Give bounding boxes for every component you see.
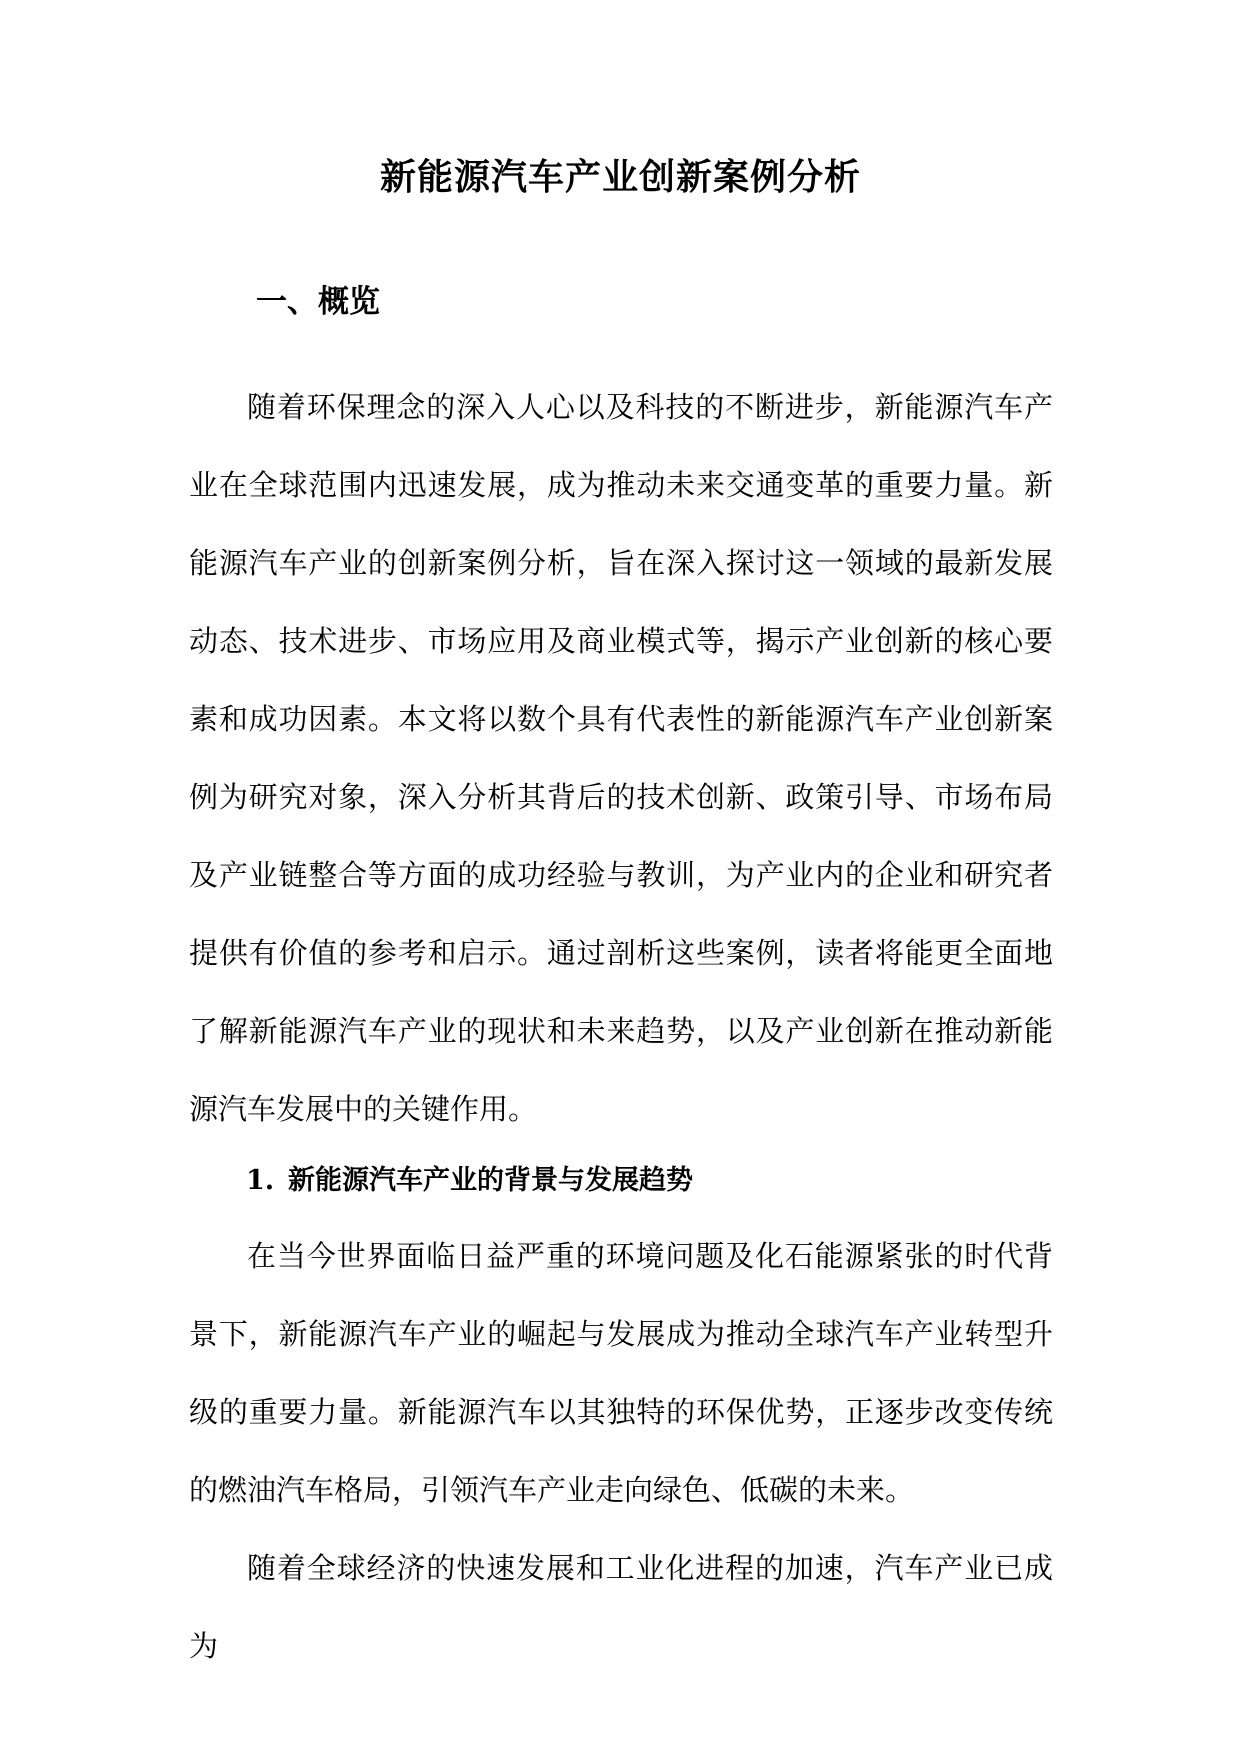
subsection-number: 1. <box>246 1165 275 1196</box>
background-paragraph-1: 在当今世界面临日益严重的环境问题及化石能源紧张的时代背景下，新能源汽车产业的崛起与发展成为推动全球汽车产业转型升级的重要力量。新能源汽车以其独特的环保优势，正逐步改变传统的燃油汽车格局，引领汽车产业走向绿色、低碳的未来。 <box>189 1239 1053 1507</box>
background-paragraph-2: 随着全球经济的快速发展和工业化进程的加速，汽车产业已成为 <box>189 1551 1053 1663</box>
document-title: 新能源汽车产业创新案例分析 <box>379 156 861 198</box>
overview-paragraph: 随着环保理念的深入人心以及科技的不断进步，新能源汽车产业在全球范围内迅速发展，成为推动未来交通变革的重要力量。新能源汽车产业的创新案例分析，旨在深入探讨这一领域的最新发展动态、技术进步、市场应用及商业模式等，揭示产业创新的核心要素和成功因素。本文将以数个具有代表性的新能源汽车产业创新案例为研究对象，深入分析其背后的技术创新、政策引导、市场布局及产业链整合等方面的成功经验与教训，为产业内的企业和研究者提供有价值的参考和启示。通过剖析这些案例，读者将能更全面地了解新能源汽车产业的现状和未来趋势，以及产业创新在推动新能源汽车发展中的关键作用。 <box>189 390 1053 1126</box>
subsection-title: 新能源汽车产业的背景与发展趋势 <box>288 1165 693 1196</box>
subsection-heading <box>246 1159 693 1203</box>
section-heading-overview: 一、概览 <box>256 284 380 320</box>
